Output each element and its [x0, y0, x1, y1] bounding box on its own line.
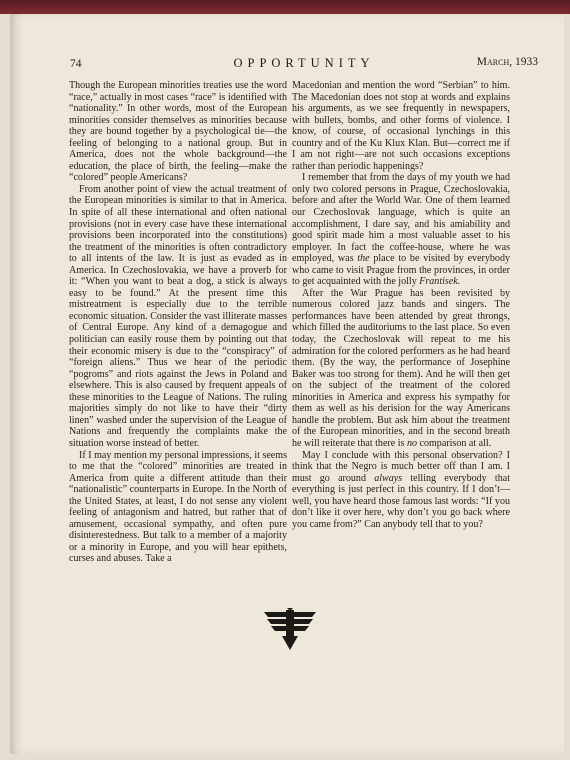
emphasis: no	[406, 437, 417, 449]
paragraph: Macedonian and mention the word “Serbian” to him. The Macedonian does not stop at words and explains his arguments, as we see frequently in newspapers, with bullets, bombs, and other forms of violence. I know, of course, of occasional lynchings in this country and of the Ku Klux Klan. But—correct me if I am not right—are not such occasions exceptions rather than periodic happenings?	[292, 80, 510, 172]
text-run: place to be visited by everybody who came to visit Prague from the provinces, in order to get acquainted with the jolly	[292, 253, 510, 288]
paragraph	[292, 288, 510, 450]
text-run: I remember that from the days of my youth we had only two colored persons in Prague, Czechoslovakia, before and after the World War. One of them learned our Czechoslovak language, which is quite an accomplishment, I dare say, and his amiability and good spirit made him a most valuable asset to his employer. In fact the coffee-house, where he was employed, was	[292, 172, 510, 265]
paragraph	[292, 450, 510, 531]
binding-edge	[0, 0, 570, 14]
text-run: telling everybody that everything is just perfect in this country. If I don’t—well, you have heard those famous last words: “If you don’t like it over here, why don’t you go back where you came from?” Can anybody tell that to you?	[292, 472, 510, 530]
magazine-title: OPPORTUNITY	[233, 56, 375, 70]
issue-date: March, 1933	[476, 56, 538, 68]
running-header	[70, 54, 538, 74]
text-run: After the War Prague has been revisited by numerous colored jazz bands and singers. The performances have been attended by great throngs, which filled the auditoriums to the last place. So even today, the Czechoslovak will repeat to me his admiration for the colored performers as he had heard them. (By the way, the performance of Josephine Baker was too strong for them). And he will then get on the subject of the treatment of the colored minorities in America and express his sympathy for them as well as his derision for the way Americans handle the problem. But ask him about the treatment of the European minorities, and in the second breath he will reiterate that there is	[292, 287, 510, 449]
emphasis: Frantisek.	[419, 276, 461, 288]
text-run: comparison at all.	[416, 437, 492, 449]
emphasis: the	[357, 253, 370, 265]
paragraph: Though the European minorities treaties use the word “race,” actually in most cases “race” is identified with “nationality.” In other words, most of the European minorities consider themselves as minorities because they are bound together by a psychological tie—the feeling of belonging to a national group. But in America, does not the whole background—the education, the place of birth, the feeling—make the “colored” people Americans?	[69, 80, 287, 184]
page-number: 74	[70, 58, 82, 70]
left-column	[69, 80, 287, 565]
paragraph	[292, 172, 510, 287]
right-column	[292, 80, 510, 530]
eagle-emblem-icon	[262, 608, 318, 652]
text-run: May I conclude with this personal observation? I think that the Negro is much better off than I am. I must go around	[292, 449, 510, 484]
paragraph: If I may mention my personal impressions, it seems to me that the “colored” minorities are treated in America from quite a different attitude than their “nationalistic” counterparts in Europe. In the North of the United States, at least, I do not sense any violent feeling of antagonism and hatred, but rather that of amusement, occasional sympathy, and often pure disinterestedness. But talk to a member of a majority or a minority in Europe, and you will hear epithets, curses and abuses. Take a	[69, 449, 287, 565]
emphasis: always	[374, 472, 403, 484]
paragraph: From another point of view the actual treatment of the European minorities is similar to that in America. In spite of all these international and often national provisions (not in every case have these international provisions been incorporated into the constitutions) the treatment of the minorities is often contradictory to all intents of the law. It is just as evaded as in America. In Czechoslovakia, we have a proverb for it: “When you want to beat a dog, a stick is always easy to be found.” At the present time this mistreatment is especially due to the terrible economic situation. Consider the vast illiterate masses of Central Europe. Any kind of a demagogue and politician can easily rouse them by pointing out that their economic misery is due to the “conspiracy” of “foreign aliens.” Thus we hear of the periodic “pogroms” and riots against the Jews in Poland and elsewhere. This is also caused by frequent appeals of these minorities to the League of Nations. The ruling majorities simply do not like to have their “dirty linen” washed under the supervision of the League of Nations and frequently the complaints make the situation worse instead of better.	[69, 183, 287, 449]
